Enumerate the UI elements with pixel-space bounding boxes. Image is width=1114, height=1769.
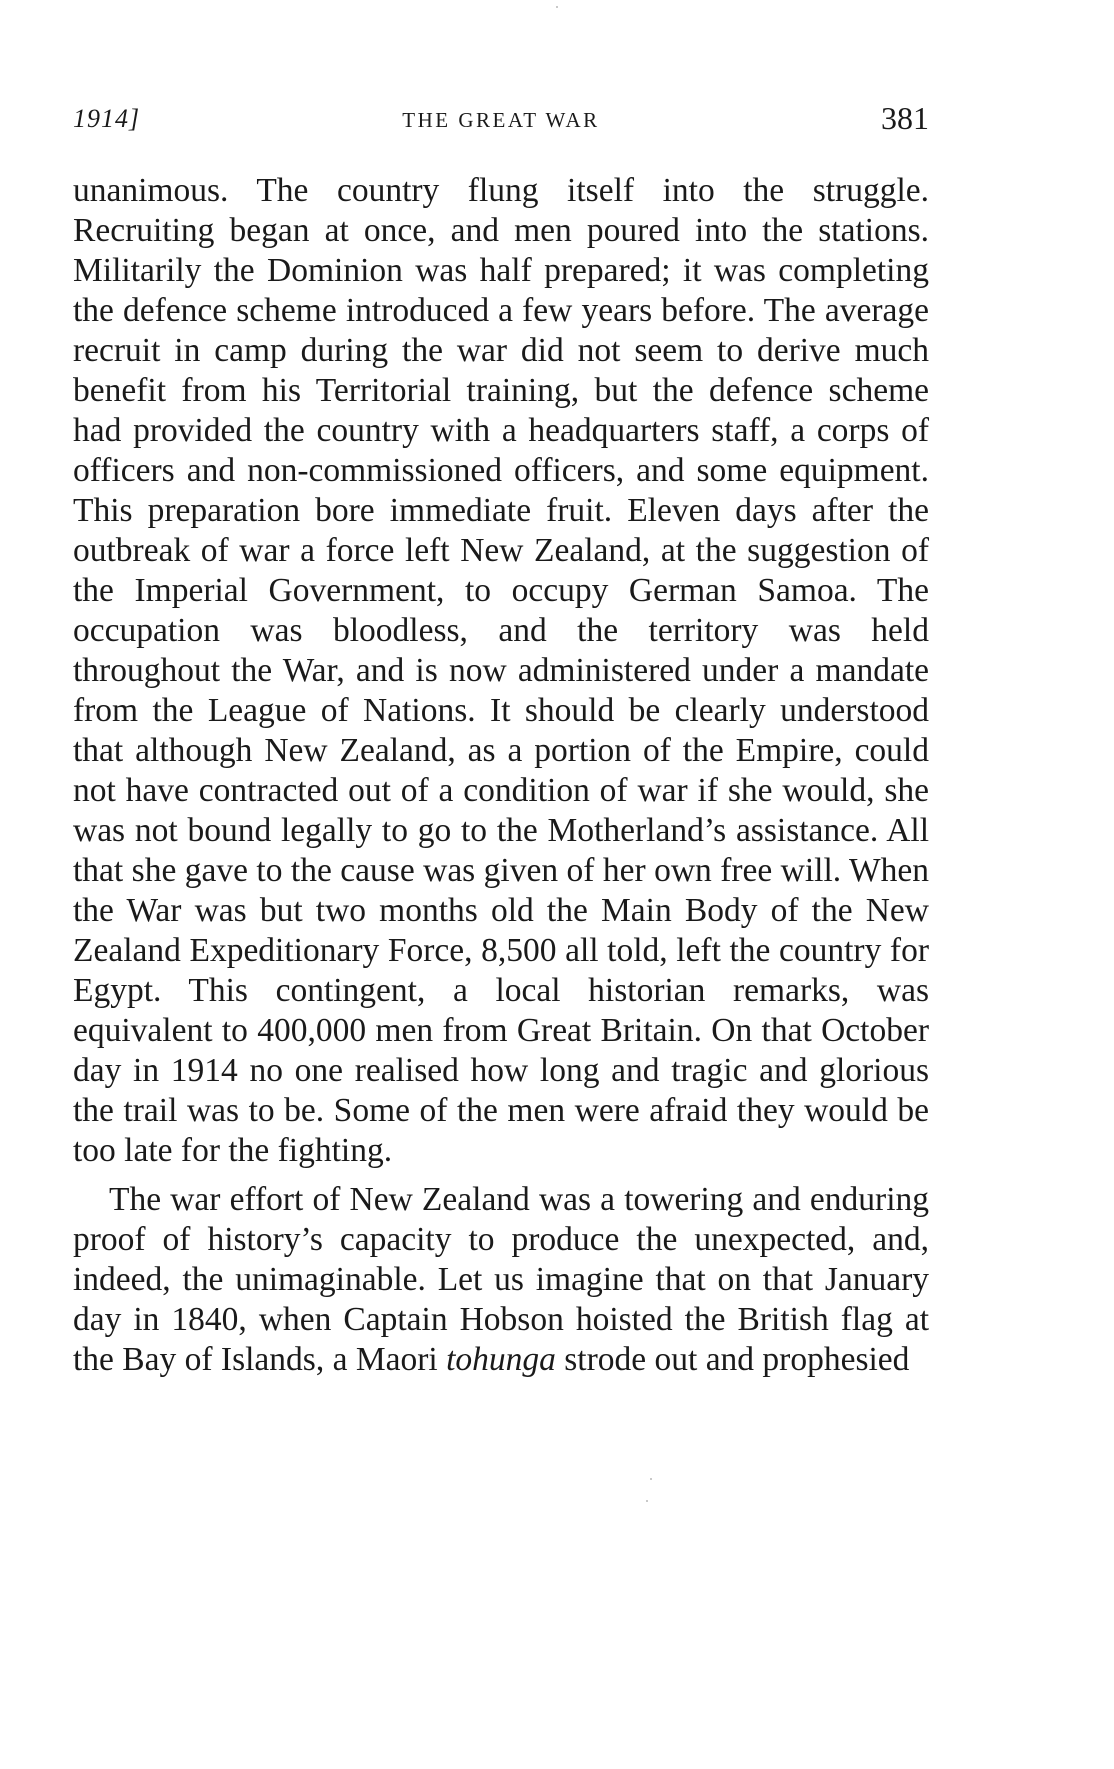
running-head-year: 1914] [73,104,141,133]
scan-speck [556,6,558,8]
paragraph-2-italic-word: tohunga [446,1341,556,1378]
paragraph-2 [73,1180,929,1380]
paragraph-1: unanimous. The country flung itself into the struggle. Recruiting began at once, and men poured into the stations. Militarily the Dominion was half prepared; it was completing the defence scheme introduced a few years before. The average recruit in camp during the war did not seem to derive much benefit from his Territorial training, but the defence scheme had provided the country with a headquarters staff, a corps of officers and non-commissioned officers, and some equipment. This preparation bore immediate fruit. Eleven days after the outbreak of war a force left New Zealand, at the suggestion of the Imperial Government, to occupy German Samoa. The occupation was bloodless, and the territory was held throughout the War, and is now administered under a mandate from the League of Nations. It should be clearly understood that although New Zealand, as a portion of the Empire, could not have contracted out of a condition of war if she would, she was not bound legally to go to the Motherland’s assistance. All that she gave to the cause was given of her own free will. When the War was but two months old the Main Body of the New Zealand Expeditionary Force, 8,500 all told, left the country for Egypt. This contingent, a local historian remarks, was equivalent to 400,000 men from Great Britain. On that October day in 1914 no one realised how long and tragic and glorious the trail was to be. Some of the men were afraid they would be too late for the fighting. [73,172,929,1169]
paragraph-2-text-end: strode out and prophesied [555,1341,910,1378]
scan-speck [650,1478,652,1480]
body-text [73,171,929,1380]
running-head [73,100,929,140]
paragraph-2-text: The war effort of New Zealand was a towering and enduring proof of history’s capacity to produce the unexpected, and, indeed, the unimaginable. Let us imagine that on that January day in 1840, when Captain Hobson hoisted the British flag at the Bay of Islands, a Maori [73,1181,929,1378]
page-number: 381 [881,100,929,136]
scan-speck [646,1500,648,1502]
running-head-title: THE GREAT WAR [402,108,600,132]
